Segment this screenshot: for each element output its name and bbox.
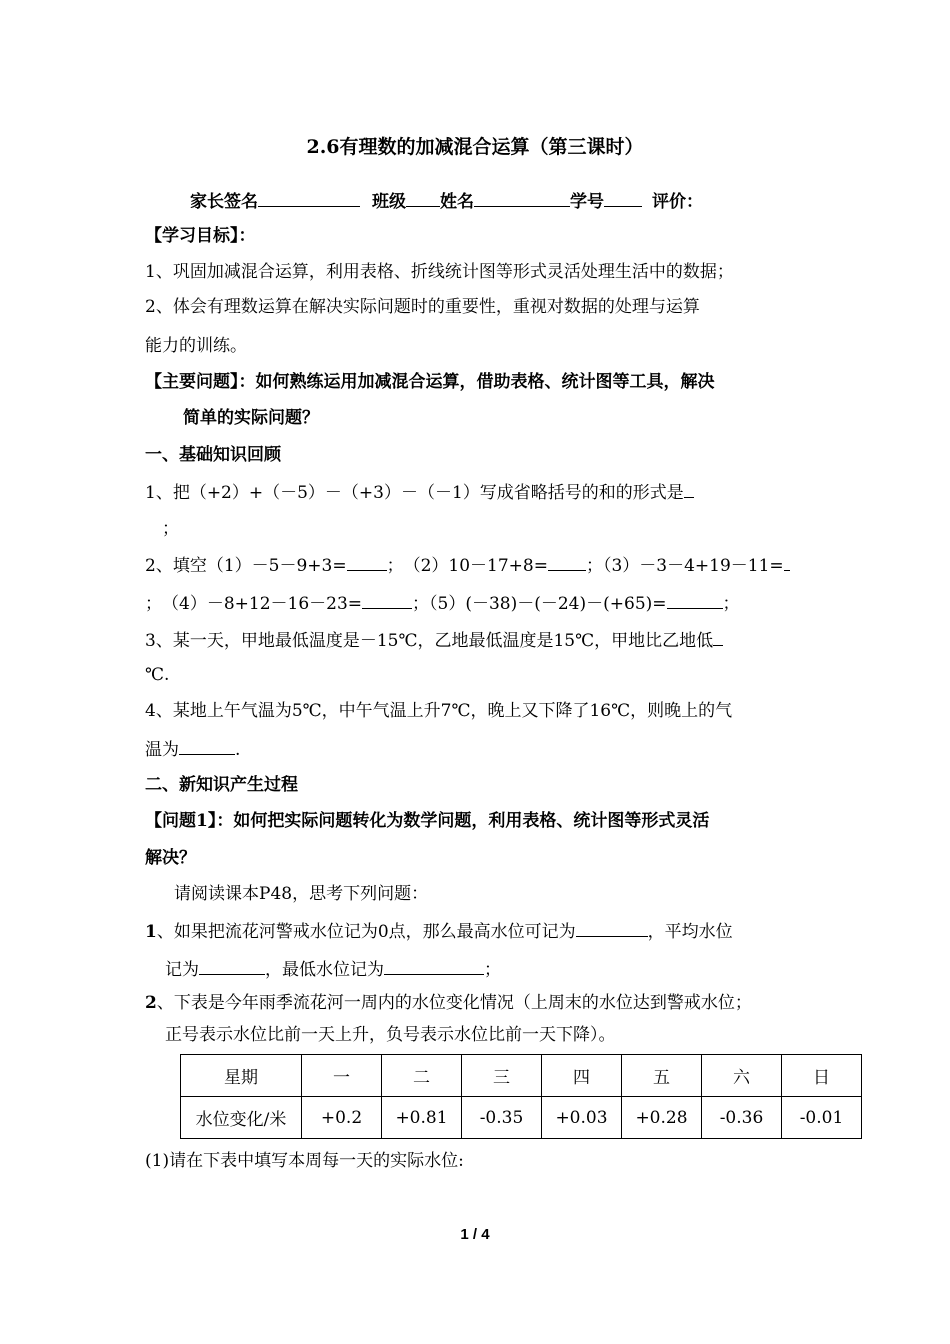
table-header-cell: 三 <box>462 1055 542 1097</box>
q4-text: 温为 <box>145 740 179 760</box>
page-current: 1 <box>460 1226 469 1243</box>
section-2-heading: 二、新知识产生过程 <box>145 775 298 795</box>
q2-blank-2[interactable] <box>548 552 586 571</box>
table-header-cell: 五 <box>622 1055 702 1097</box>
id-blank[interactable] <box>604 188 642 207</box>
class-blank[interactable] <box>406 188 440 207</box>
question-2-line2 <box>145 590 740 616</box>
question-4-line2 <box>145 736 240 762</box>
question-1-blank[interactable] <box>684 479 694 498</box>
name-blank[interactable] <box>474 188 570 207</box>
p1-text-b2: ，最低水位记为 <box>265 960 384 980</box>
table-cell: -0.35 <box>462 1097 542 1139</box>
read-instruction: 请阅读课本P48，思考下列问题： <box>174 884 429 904</box>
p1-text-a: 、如果把流花河警戒水位记为0点，那么最高水位可记为 <box>156 922 576 942</box>
goals-heading: 【学习目标】： <box>145 226 256 246</box>
header-info-row <box>190 188 703 214</box>
question-1-end: ； <box>162 519 179 539</box>
goal-2-line2: 能力的训练。 <box>145 336 247 356</box>
parent-sign-label: 家长签名 <box>190 192 258 212</box>
page-number: 1 / 4 <box>460 1226 490 1243</box>
table-header-cell: 四 <box>542 1055 622 1097</box>
q2-part6: ； <box>722 594 740 614</box>
p1-line2 <box>165 956 501 982</box>
q4-end: . <box>235 740 241 760</box>
q3-text: 3、某一天，甲地最低温度是－15℃，乙地最低温度是15℃，甲地比乙地低 <box>145 631 714 651</box>
main-question-line1: 【主要问题】：如何熟练运用加减混合运算，借助表格、统计图等工具，解决 <box>145 372 715 392</box>
q2-part5: ；（5）(－38)－(－24)－(+65)= <box>412 594 667 614</box>
p1-line1 <box>145 918 733 944</box>
p2-text-a: 、下表是今年雨季流花河一周内的水位变化情况（上周末的水位达到警戒水位； <box>156 993 752 1013</box>
question-1-text: 1、把（+2）+（－5）－（+3）－（－1）写成省略括号的和的形式是 <box>145 483 684 503</box>
table-cell: +0.81 <box>382 1097 462 1139</box>
table-header-row <box>181 1055 862 1097</box>
table-row <box>181 1097 862 1139</box>
p2-number: 2 <box>145 993 157 1013</box>
table-header-cell: 一 <box>302 1055 382 1097</box>
table-cell: -0.36 <box>702 1097 782 1139</box>
p1-text-b3: ； <box>484 960 501 980</box>
p1-blank-average[interactable] <box>199 956 265 975</box>
problem-1-line1: 【问题1】：如何把实际问题转化为数学问题，利用表格、统计图等形式灵活 <box>145 811 710 831</box>
q2-blank-1[interactable] <box>347 552 387 571</box>
water-level-table <box>180 1054 862 1139</box>
parent-sign-blank[interactable] <box>258 188 360 207</box>
table-cell: +0.03 <box>542 1097 622 1139</box>
table-row-label: 水位变化/米 <box>181 1097 302 1139</box>
q2-part1: 2、填空（1）－5－9+3= <box>145 556 347 576</box>
table-cell: -0.01 <box>782 1097 862 1139</box>
q2-blank-5[interactable] <box>667 590 723 609</box>
table-header-cell: 六 <box>702 1055 782 1097</box>
name-label: 姓名 <box>440 192 474 212</box>
table-header-cell: 日 <box>782 1055 862 1097</box>
q2-blank-4[interactable] <box>362 590 412 609</box>
q4-blank[interactable] <box>179 736 235 755</box>
table-cell: +0.2 <box>302 1097 382 1139</box>
goal-1: 1、巩固加减混合运算，利用表格、折线统计图等形式灵活处理生活中的数据； <box>145 262 734 282</box>
question-1 <box>145 479 694 505</box>
question-3-line1 <box>145 627 723 653</box>
p1-text-b: 记为 <box>165 960 199 980</box>
q2-part2: ； （2）10－17+8= <box>386 556 548 576</box>
main-question-line2: 简单的实际问题？ <box>183 408 319 428</box>
q3-blank[interactable] <box>713 627 723 646</box>
p2-line2: 正号表示水位比前一天上升，负号表示水位比前一天下降）。 <box>165 1025 616 1045</box>
table-header-cell: 二 <box>382 1055 462 1097</box>
problem-1-line2: 解决？ <box>145 848 196 868</box>
p1-blank-lowest[interactable] <box>384 956 484 975</box>
page-total: 4 <box>481 1226 490 1243</box>
id-label: 学号 <box>570 192 604 212</box>
p1-text-a2: ，平均水位 <box>647 922 733 942</box>
fill-instruction: (1)请在下表中填写本周每一天的实际水位: <box>145 1151 464 1171</box>
class-label: 班级 <box>372 192 406 212</box>
question-3-line2: ℃. <box>145 665 170 685</box>
question-4-line1: 4、某地上午气温为5℃，中午气温上升7℃，晚上又下降了16℃，则晚上的气 <box>145 701 733 721</box>
table-cell: +0.28 <box>622 1097 702 1139</box>
question-2-line1 <box>145 552 790 578</box>
p1-blank-highest[interactable] <box>576 918 648 937</box>
p2-line1 <box>145 991 752 1015</box>
eval-label: 评价： <box>652 192 703 212</box>
goal-2-line1: 2、体会有理数运算在解决实际问题时的重要性，重视对数据的处理与运算 <box>145 297 700 317</box>
q2-part4: ； （4）－8+12－16－23= <box>145 594 363 614</box>
p1-number: 1 <box>145 922 157 942</box>
q2-part3: ；（3）－3－4+19－11= <box>585 556 784 576</box>
table-header-cell: 星期 <box>181 1055 302 1097</box>
section-1-heading: 一、基础知识回顾 <box>145 445 281 465</box>
page-title: 2.6有理数的加减混合运算（第三课时） <box>306 136 644 158</box>
q2-blank-3[interactable] <box>784 552 790 571</box>
